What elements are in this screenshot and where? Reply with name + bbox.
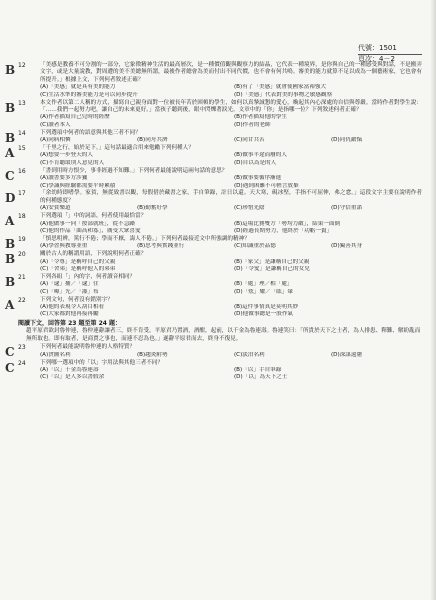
answer-option: (B)「家父」是謙稱自己的父親	[234, 258, 310, 265]
question-stem: 下列選項中何者的語意與其他三者不同？	[40, 129, 141, 136]
answer-option: (D)他做事總是一股作氣	[234, 311, 294, 318]
page-number: 頁次：4－2	[358, 55, 395, 63]
handwritten-answer: D	[5, 191, 16, 206]
handwritten-answer: A	[5, 145, 15, 160]
answer-option: (C)大家都對他再接再勵	[40, 311, 99, 318]
answer-options	[40, 114, 422, 129]
question-number: 15	[18, 144, 26, 152]
question-20	[5, 251, 422, 273]
answer-option: (D)「美感」代表對美的事物之敏感觀察	[234, 91, 333, 98]
answer-option: (B)勤奮好學	[137, 205, 168, 212]
answer-options	[40, 259, 422, 274]
question-18	[5, 213, 422, 235]
answer-option: (C)「舍弟」是稱呼他人的弟弟	[40, 265, 116, 272]
question-24	[5, 359, 422, 382]
answer-option: (C)「以」是人多以書假余	[40, 374, 105, 381]
answer-options	[40, 84, 422, 99]
answer-options	[40, 152, 422, 167]
question-16	[5, 167, 422, 190]
answer-option: (A)「以」千金為魯連壽	[40, 366, 99, 373]
answer-option: (A)學習與教導並重	[40, 243, 88, 250]
answer-option: (A)「美感」就是具有美的能力	[40, 84, 116, 91]
handwritten-answer: A	[5, 297, 15, 312]
answer-option: (C)讀者本人	[40, 121, 71, 128]
answer-option: (D)遇到困難不可輕言放棄	[234, 182, 299, 189]
answer-option: (D)守信重諾	[331, 205, 363, 212]
answer-option: (B)這件事情真是莫明其妙	[234, 304, 299, 310]
answer-option: (A)「令尊」是稱呼自己的父親	[40, 258, 116, 265]
answer-option: (B)「以」手自筆錄	[234, 366, 282, 373]
answer-option: (A)讀書要多方涉獵	[40, 175, 88, 182]
answer-option: (C)同甘共苦	[234, 137, 265, 144]
reading-passage: 趙平原君欲封魯仲連，魯仲連辭讓者三，終不肯受。平原君乃置酒，酒酣，起前，以千金為魯連壽。魯連笑曰：「所貴於天下之士者，為人排患、釋難、解紛亂而無所取也。即有取者，是商賈之事也，而連不忍為也。」遂辭平原君而去，終身不復見。	[26, 328, 421, 342]
question-stem: 下列何者最能說明魯仲連的人格特質？	[40, 344, 136, 351]
handwritten-answer: C	[5, 168, 15, 183]
answer-option: (C)他的作品「曲高和寡」，廣受大眾喜愛	[40, 227, 141, 234]
question-stem: 「書到用時方恨少，事非經過不知難。」下列何者最能說明這兩句話的意思？	[40, 167, 228, 174]
question-15	[5, 144, 422, 167]
answer-option: (B)作者描寫他的學生	[234, 114, 287, 121]
question-stem: 下列文句，何者沒有錯別字？	[40, 296, 113, 303]
answer-options	[40, 304, 422, 319]
exam-code: 代號：1501	[358, 44, 422, 55]
answer-options	[40, 175, 422, 190]
question-number: 24	[18, 359, 26, 367]
question-stem: 「慎思明辨，篤行不倦；學而不厭，誨人不倦。」下列何者最接近文中所強調的精神？	[40, 235, 250, 242]
answer-option: (C)生活水準的審美能力是可以同步提升	[40, 91, 138, 98]
question-number: 19	[18, 235, 26, 243]
answer-option: (C)珍惜光陰	[234, 205, 265, 212]
question-number: 18	[18, 213, 26, 221]
exam-header	[358, 44, 422, 64]
answer-options	[40, 352, 422, 359]
question-number: 14	[18, 129, 26, 137]
question-number: 13	[18, 99, 26, 107]
answer-options	[40, 243, 422, 250]
answer-option: (D)同仇敵愾	[331, 137, 363, 144]
answer-option: (D)「炫」耀／「眩」暈	[234, 288, 294, 295]
handwritten-answer: A	[5, 214, 15, 229]
question-14	[5, 129, 422, 145]
question-12	[5, 62, 422, 99]
handwritten-answer: B	[5, 274, 16, 289]
question-number: 12	[18, 62, 26, 69]
question-number: 20	[18, 251, 26, 259]
answer-option: (C)不肯聽取別人意見的人	[40, 159, 105, 166]
answer-options	[40, 137, 422, 144]
question-list	[5, 62, 422, 382]
question-stem: 「千里之行，始於足下。」這句話最適合用來勉勵下列何種人？	[40, 144, 194, 151]
question-number: 21	[18, 273, 26, 281]
answer-options	[40, 367, 422, 382]
handwritten-answer: B	[5, 130, 16, 145]
scan-edge	[430, 0, 436, 600]
answer-option: (A)他的表現令人刮目相看	[40, 304, 105, 310]
question-stem: 下列各組「」內的字，何者讀音相同？	[40, 273, 136, 280]
answer-option: (D)自以為是的人	[234, 159, 277, 166]
answer-options	[40, 205, 422, 212]
question-number: 16	[18, 167, 26, 175]
answer-options	[40, 281, 422, 296]
question-stem: 本文作者以第二人稱的方式，描寫自己親身面對一位被長年苦於困頓的學生，如何以真摯誠懇的愛心，喚起其內心深處的自信與尊嚴。當時作者對學生說：「……我們一起努力吧，讓自己的未來更好。」當孩子聽到後，眼中閃爍著淚光。文章中的「你」是指哪一位？下列敘述何者正確？	[40, 99, 422, 113]
answer-option: (C)淡泊名利	[234, 351, 265, 358]
answer-option: (D)深謀遠慮	[331, 351, 363, 358]
answer-option: (D)作者的老師	[234, 121, 271, 128]
answer-option: (B)有了「美感」就會使國家富裕強大	[234, 84, 327, 91]
question-number: 17	[18, 190, 26, 198]
answer-option: (A)他做事一向「按部就班」，從不急躁	[40, 220, 135, 227]
answer-option: (A)「逮」捕／「逮」住	[40, 281, 99, 288]
answer-option: (D)獨善其身	[331, 243, 363, 250]
answer-option: (B)「處」理／相「處」	[234, 281, 293, 288]
question-stem: 下列選項「」中的詞語，何者使用最恰當？	[40, 213, 147, 220]
handwritten-answer: B	[5, 252, 16, 267]
answer-option: (A)貪圖名利	[40, 351, 71, 358]
answer-option: (C)學識與經驗都需要平時累積	[40, 182, 116, 189]
answer-option: (B)同舟共濟	[137, 137, 168, 144]
answer-option: (A)安貧樂道	[40, 205, 71, 212]
answer-option: (A)想要一步登天的人	[40, 152, 93, 159]
question-22	[5, 296, 422, 319]
reading-section-heading: 閱讀下文，回答第 23 題至第 24 題：	[18, 319, 122, 327]
question-number: 22	[18, 296, 26, 304]
answer-option: (A)作者描寫自己兒時的經歷	[40, 114, 110, 121]
question-stem: 「美感是教養不可分割的一部分，它象徵精神生活的最高層次，是一種價值觀與觀察力的結晶，它代表一種境界，是你與自己的一種感受與對話，不是搬弄文字，或是大量說教，對周遭的美不美總無所謂，最後作者總會為美而付出不同代價，也不會有何共鳴。審美的能力就算不足以成為一個藝術家，它也會有所提升。」根據上文，下列何者敘述正確？	[40, 62, 422, 83]
answer-option: (D)經過長期努力，他終於「功虧一簣」	[234, 227, 333, 234]
question-17	[5, 190, 422, 212]
question-19	[5, 235, 422, 251]
answer-option: (B)思考與實踐並行	[137, 243, 185, 250]
answer-option: (C)知識重於品德	[234, 243, 276, 250]
answer-option: (A)同病相憐	[40, 137, 71, 144]
question-23	[5, 344, 422, 360]
answer-option: (B)做事要循序漸進	[234, 175, 282, 182]
handwritten-answer: C	[5, 360, 15, 375]
answer-option: (D)「以」為天下之士	[234, 374, 288, 381]
handwritten-answer: C	[5, 345, 15, 360]
answer-option: (B)這場比賽雙方「勢均力敵」，結果一面倒	[234, 220, 341, 227]
question-13	[5, 99, 422, 130]
question-stem: 下列哪一選項中的「以」字用法與其他三者不同？	[40, 359, 164, 366]
question-number: 23	[18, 344, 26, 352]
answer-option: (D)「令愛」是謙稱自己的女兒	[234, 265, 310, 272]
question-stem: 關於古人的稱謂用語，下列說明何者正確？	[40, 251, 147, 258]
handwritten-answer: B	[5, 100, 16, 115]
handwritten-answer: B	[5, 236, 16, 251]
answer-option: (B)趨炎附勢	[137, 351, 168, 358]
answer-option: (B)做事半途而廢的人	[234, 152, 287, 159]
answer-option: (C)「曝」光／「瀑」布	[40, 288, 99, 295]
answer-options	[40, 221, 422, 236]
handwritten-answer: B	[5, 63, 16, 77]
question-stem: 「余幼時即嗜學。家貧，無從致書以觀，每假借於藏書之家，手自筆錄，計日以還。天大寒，硯冰堅，手指不可屈伸，弗之怠。」這段文字主要在說明作者的何種態度？	[40, 190, 422, 204]
question-21	[5, 273, 422, 296]
